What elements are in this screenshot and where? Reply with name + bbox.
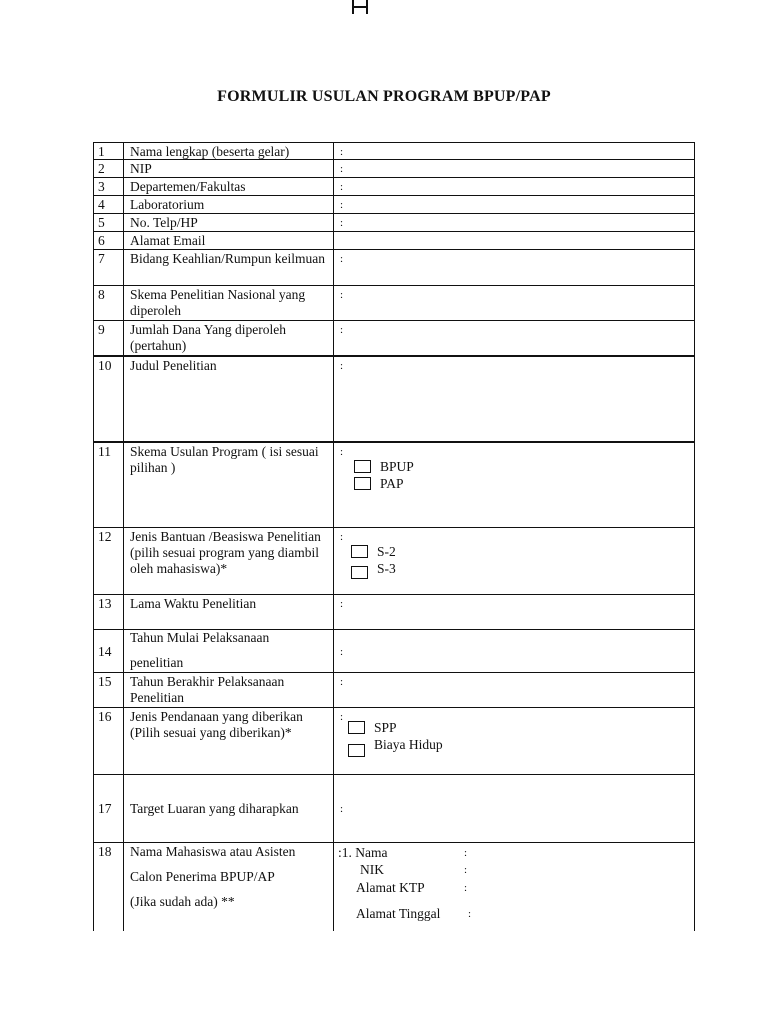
table-row [93, 356, 695, 442]
row-number: 12 [94, 528, 124, 594]
row-number: 16 [94, 708, 124, 774]
checkbox[interactable] [354, 460, 371, 473]
row-value-field[interactable]: : [340, 199, 344, 211]
row-number: 14 [94, 630, 124, 672]
row-value-field: : SPP Biaya Hidup [334, 708, 694, 774]
table-row [93, 178, 695, 196]
row-value-field: : BPUP PAP [334, 443, 694, 527]
row-value-field[interactable]: : [340, 163, 344, 175]
row-number: 11 [94, 443, 124, 527]
alamat-ktp-field[interactable]: : [464, 882, 468, 894]
row-number: 2 [94, 160, 124, 177]
row-value-field[interactable]: : [340, 645, 344, 658]
nik-field[interactable]: : [464, 864, 468, 876]
row-value-field[interactable]: : [340, 217, 344, 229]
row-label: Jenis Pendanaan yang diberikan (Pilih sesuai yang diberikan)* [124, 708, 334, 774]
row-label: Departemen/Fakultas [124, 178, 334, 195]
row-value-field[interactable]: : [340, 676, 344, 688]
row-number: 10 [94, 357, 124, 441]
table-row [93, 775, 695, 843]
row-label: Nama lengkap (beserta gelar) [124, 143, 334, 159]
row-label: Nama Mahasiswa atau Asisten Calon Penerima BPUP/AP (Jika sudah ada) ** [124, 843, 334, 931]
row-label: Judul Penelitian [124, 357, 334, 441]
checkbox[interactable] [348, 744, 365, 757]
row-number: 6 [94, 232, 124, 249]
form-title: FORMULIR USULAN PROGRAM BPUP/PAP [217, 88, 551, 105]
table-row [93, 673, 695, 708]
row-value-field[interactable]: : [340, 598, 344, 610]
nik-label: NIK [360, 862, 384, 877]
option-pap[interactable]: PAP [340, 475, 694, 492]
row-label: Jumlah Dana Yang diperoleh (pertahun) [124, 321, 334, 355]
row-label: NIP [124, 160, 334, 177]
row-value-field[interactable]: : [340, 289, 344, 301]
row-value-field[interactable]: : [340, 253, 344, 265]
option-s3[interactable]: S-3 [340, 560, 694, 577]
student-name-label: :1. Nama [338, 845, 388, 860]
table-row [93, 142, 695, 160]
row-value-field[interactable] [334, 232, 694, 249]
row-number: 8 [94, 286, 124, 320]
row-number: 5 [94, 214, 124, 231]
row-label: Bidang Keahlian/Rumpun keilmuan [124, 250, 334, 285]
row-label: Jenis Bantuan /Beasiswa Penelitian (pilih sesuai program yang diambil oleh mahasiswa)* [124, 528, 334, 594]
row-number: 17 [94, 775, 124, 842]
table-row [93, 286, 695, 321]
row-number: 7 [94, 250, 124, 285]
row-number: 15 [94, 673, 124, 707]
option-spp[interactable]: SPP [340, 719, 694, 736]
row-value-field [334, 843, 694, 931]
row-value-field[interactable]: : [340, 360, 344, 372]
row-label: Alamat Email [124, 232, 334, 249]
table-row [93, 250, 695, 286]
row-number: 1 [94, 143, 124, 159]
header-mark [350, 0, 370, 14]
checkbox[interactable] [354, 477, 371, 490]
row-value-field[interactable]: : [340, 324, 344, 336]
checkbox[interactable] [351, 566, 368, 579]
row-label: Target Luaran yang diharapkan [124, 775, 334, 842]
row-value-field[interactable]: : [340, 146, 344, 158]
row-value-field: : S-2 S-3 [334, 528, 694, 594]
option-biaya-hidup[interactable]: Biaya Hidup [340, 736, 694, 753]
alamat-ktp-label: Alamat KTP [356, 880, 425, 895]
checkbox[interactable] [351, 545, 368, 558]
row-number: 18 [94, 843, 124, 931]
row-label: Lama Waktu Penelitian [124, 595, 334, 629]
table-row [93, 630, 695, 673]
table-row [93, 160, 695, 178]
row-label: No. Telp/HP [124, 214, 334, 231]
table-row [93, 843, 695, 931]
row-value-field[interactable]: : [340, 181, 344, 193]
row-label: Tahun Mulai Pelaksanaan penelitian [124, 630, 334, 672]
row-number: 4 [94, 196, 124, 213]
row-label: Laboratorium [124, 196, 334, 213]
row-label: Tahun Berakhir Pelaksanaan Penelitian [124, 673, 334, 707]
table-row [93, 442, 695, 528]
table-row [93, 321, 695, 356]
checkbox[interactable] [348, 721, 365, 734]
option-s2[interactable]: S-2 [340, 543, 694, 560]
table-row [93, 196, 695, 214]
row-number: 3 [94, 178, 124, 195]
alamat-tinggal-label: Alamat Tinggal [356, 906, 441, 921]
row-label: Skema Penelitian Nasional yang diperoleh [124, 286, 334, 320]
table-row [93, 528, 695, 595]
row-label: Skema Usulan Program ( isi sesuai pilihan ) [124, 443, 334, 527]
table-row [93, 214, 695, 232]
student-name-field[interactable]: : [464, 847, 468, 859]
alamat-tinggal-field[interactable]: : [468, 908, 472, 920]
row-value-field[interactable]: : [340, 803, 344, 815]
option-bpup[interactable]: BPUP [340, 458, 694, 475]
table-row [93, 708, 695, 775]
row-number: 9 [94, 321, 124, 355]
table-row [93, 232, 695, 250]
table-row [93, 595, 695, 630]
row-number: 13 [94, 595, 124, 629]
form-table [93, 142, 695, 931]
